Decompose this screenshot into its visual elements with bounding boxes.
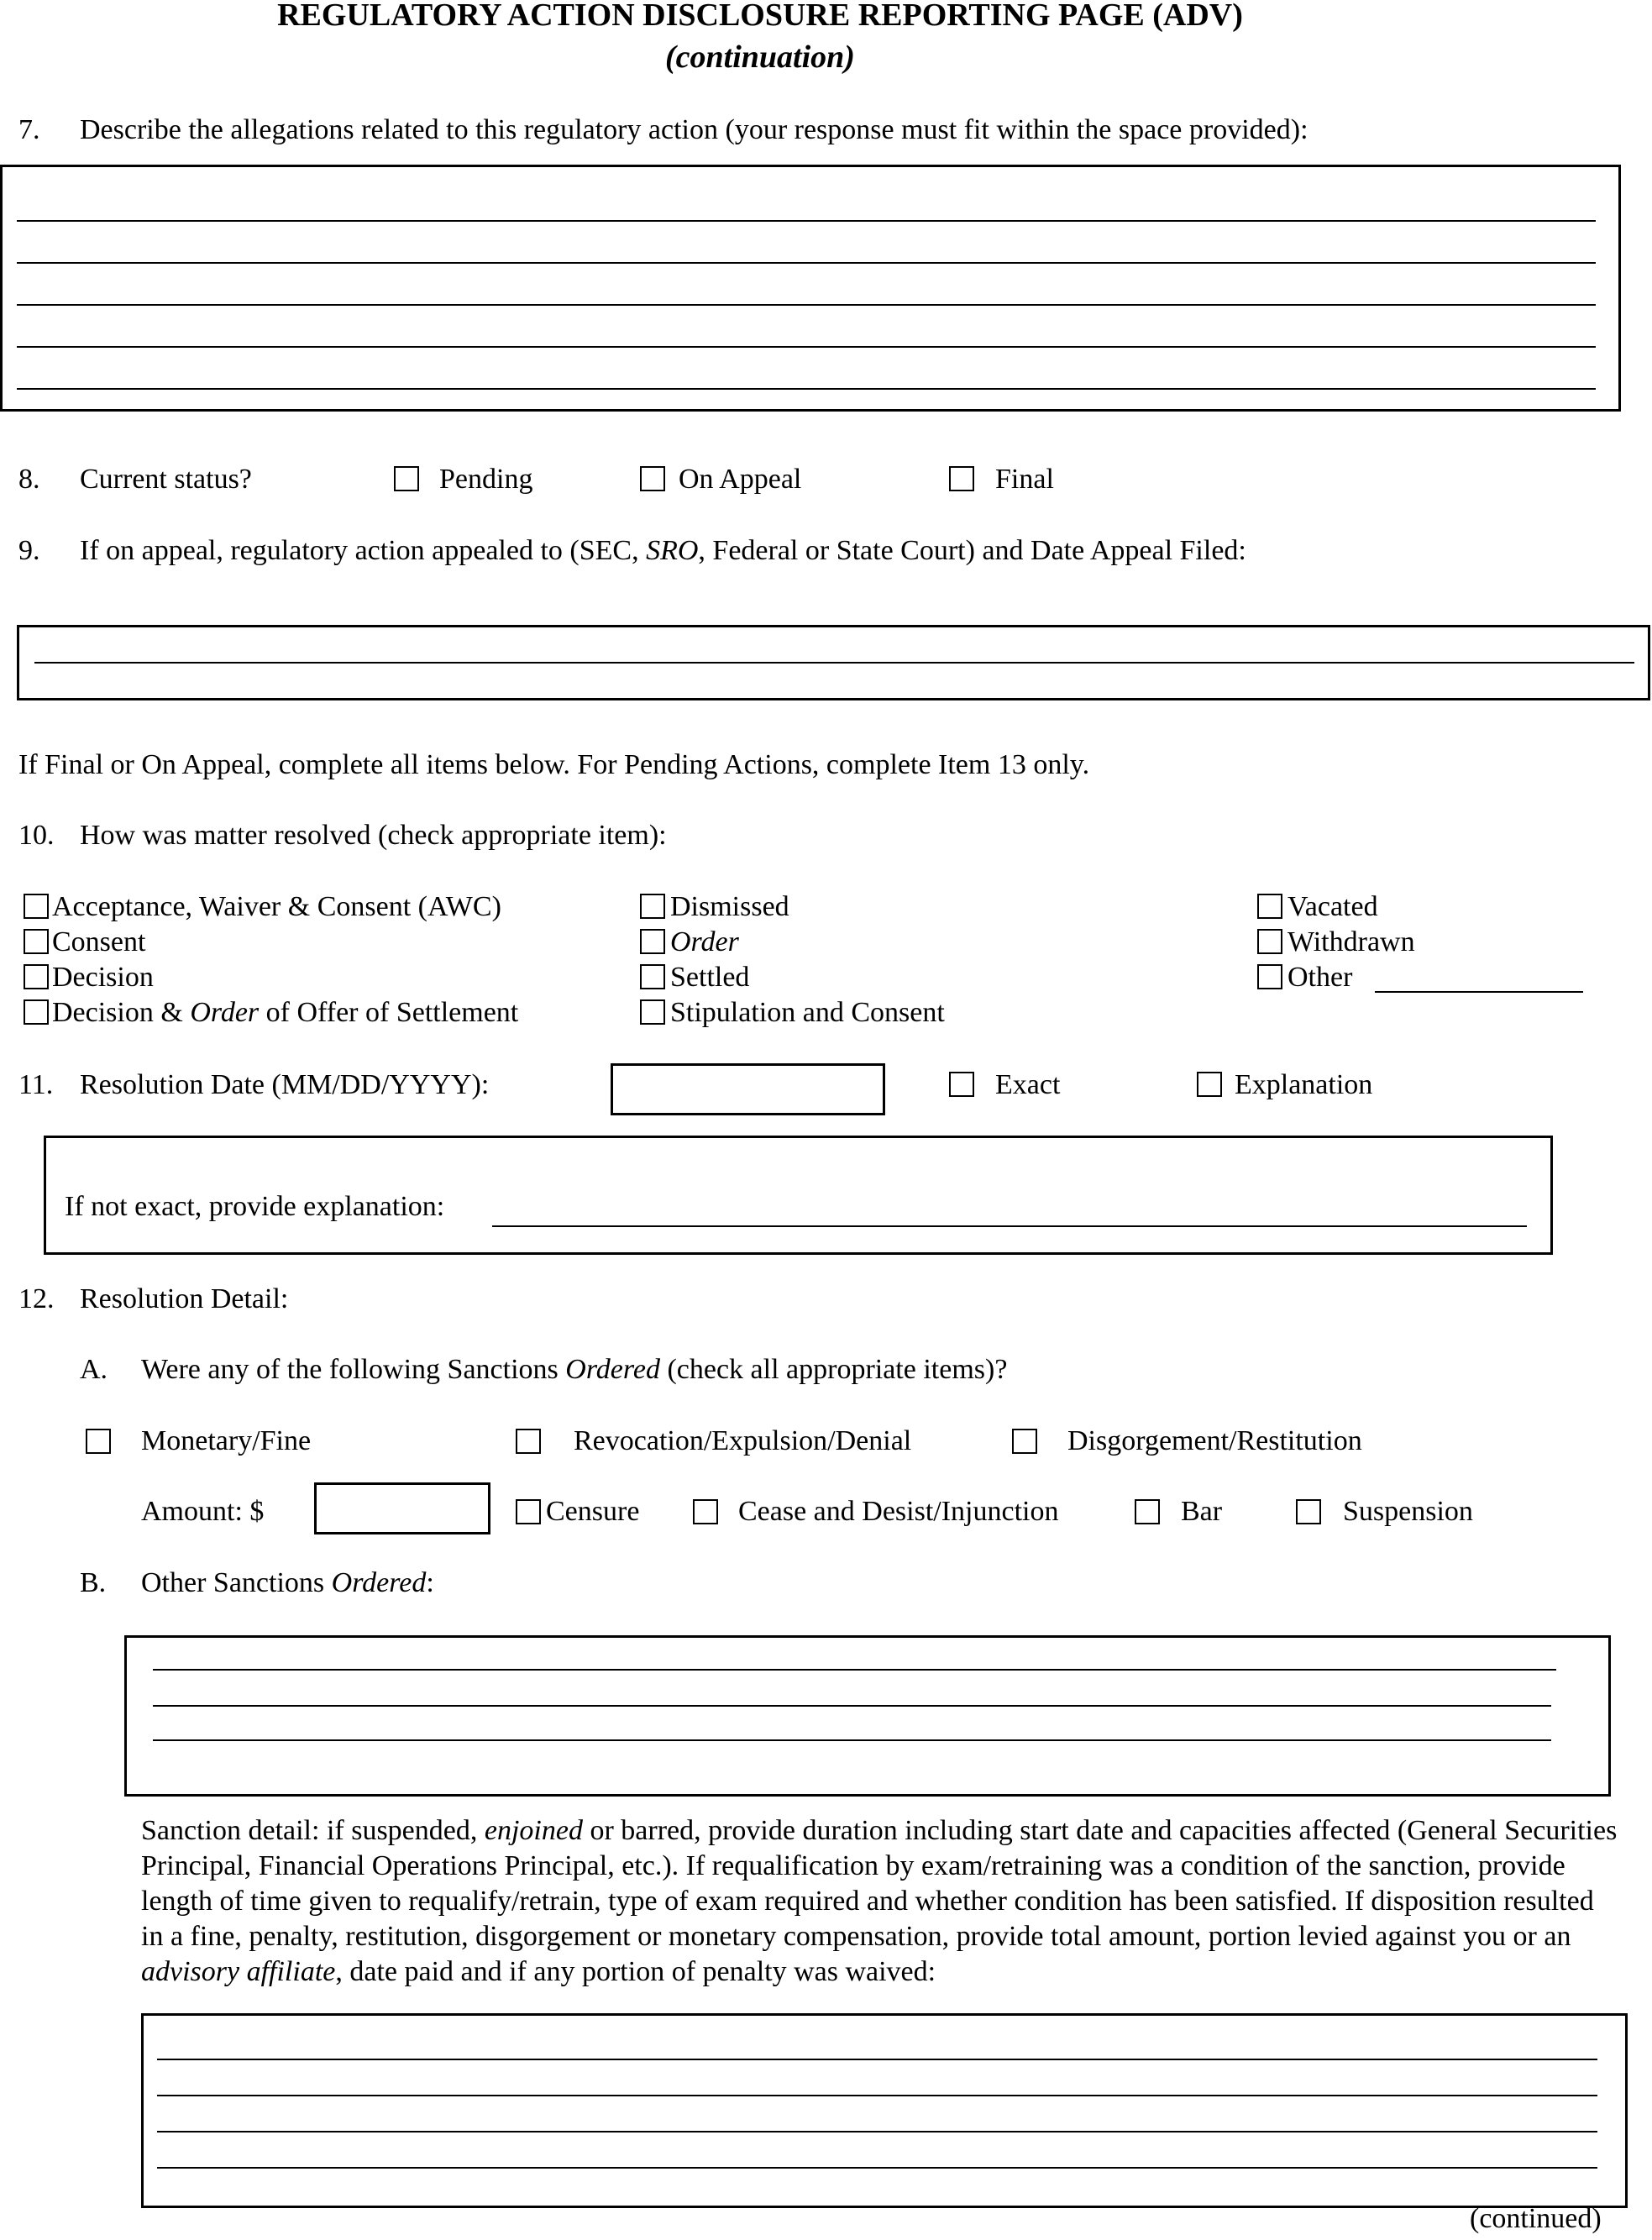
- awc-label: Acceptance, Waiver & Consent (AWC): [52, 891, 501, 922]
- disgorgement-label: Disgorgement/Restitution: [1067, 1425, 1362, 1456]
- explain-label: If not exact, provide explanation:: [65, 1191, 445, 1222]
- q8-number: 8.: [18, 464, 40, 495]
- resolution-date-input[interactable]: [611, 1063, 885, 1115]
- other-specify-field[interactable]: [1375, 991, 1583, 993]
- other-checkbox[interactable]: [1257, 964, 1282, 989]
- dismissed-checkbox[interactable]: [640, 894, 665, 919]
- q11-explanation-box[interactable]: [44, 1136, 1553, 1255]
- vacated-label: Vacated: [1288, 891, 1378, 922]
- q12a-label: A.: [80, 1354, 108, 1385]
- vacated-checkbox[interactable]: [1257, 894, 1282, 919]
- revocation-checkbox[interactable]: [516, 1429, 541, 1454]
- q8-question: Current status?: [80, 464, 252, 495]
- settled-checkbox[interactable]: [640, 964, 665, 989]
- other-label: Other: [1288, 962, 1353, 993]
- explanation-checkbox[interactable]: [1197, 1072, 1222, 1097]
- decision-order-label: Decision & Order of Offer of Settlement: [52, 997, 519, 1028]
- q9-question: If on appeal, regulatory action appealed to (SEC, SRO, Federal or State Court) and Date Appeal Filed:: [80, 535, 1246, 566]
- q9-number: 9.: [18, 535, 40, 566]
- decision-checkbox[interactable]: [24, 964, 49, 989]
- monetary-fine-label: Monetary/Fine: [141, 1425, 312, 1456]
- amount-label: Amount: $: [141, 1496, 265, 1527]
- disgorgement-checkbox[interactable]: [1012, 1429, 1037, 1454]
- consent-checkbox[interactable]: [24, 929, 49, 954]
- bar-checkbox[interactable]: [1135, 1499, 1160, 1524]
- stipulation-checkbox[interactable]: [640, 999, 665, 1025]
- q7-question: Describe the allegations related to this regulatory action (your response must fit within the space provided):: [80, 114, 1308, 145]
- withdrawn-label: Withdrawn: [1288, 926, 1415, 957]
- q12b-label: B.: [80, 1567, 107, 1598]
- stipulation-label: Stipulation and Consent: [670, 997, 945, 1028]
- explanation-label: Explanation: [1235, 1069, 1373, 1100]
- final-label: Final: [995, 464, 1054, 495]
- bar-label: Bar: [1181, 1496, 1223, 1527]
- pending-checkbox[interactable]: [394, 466, 419, 491]
- final-checkbox[interactable]: [949, 466, 974, 491]
- awc-checkbox[interactable]: [24, 894, 49, 919]
- censure-checkbox[interactable]: [516, 1499, 541, 1524]
- on-appeal-label: On Appeal: [679, 464, 802, 495]
- monetary-fine-checkbox[interactable]: [86, 1429, 111, 1454]
- suspension-label: Suspension: [1343, 1496, 1473, 1527]
- decision-order-checkbox[interactable]: [24, 999, 49, 1025]
- decision-label: Decision: [52, 962, 154, 993]
- sanction-detail-text: Sanction detail: if suspended, enjoined or barred, provide duration including start date and capacities affected (General Securities Principal, Financial Operations Principal, etc.). If requalification by exam/retraining was a condition of the sanction, provide length of time given to requalify/retrain, type of exam required and whether condition has been satisfied. If disposition resulted in a fine, penalty, restitution, disgorgement or monetary compensation, provide total amount, portion levied against you or an advisory affiliate, date paid and if any portion of penalty was waived:: [141, 1815, 1618, 1987]
- page-title: REGULATORY ACTION DISCLOSURE REPORTING PAGE (ADV): [277, 0, 1243, 33]
- order-label: Order: [670, 926, 739, 957]
- q10-question: How was matter resolved (check appropriate item):: [80, 820, 667, 851]
- q12b-question: Other Sanctions Ordered:: [141, 1567, 434, 1598]
- other-sanctions-box[interactable]: [124, 1635, 1611, 1797]
- amount-input[interactable]: [314, 1482, 490, 1534]
- continued-label: (continued): [1470, 2203, 1602, 2234]
- consent-label: Consent: [52, 926, 146, 957]
- suspension-checkbox[interactable]: [1296, 1499, 1321, 1524]
- q12-question: Resolution Detail:: [80, 1283, 289, 1314]
- q11-number: 11.: [18, 1069, 54, 1100]
- cease-desist-checkbox[interactable]: [693, 1499, 718, 1524]
- q12a-question: Were any of the following Sanctions Ordered (check all appropriate items)?: [141, 1354, 1008, 1385]
- explanation-field[interactable]: [492, 1225, 1527, 1227]
- q10-number: 10.: [18, 820, 55, 851]
- cease-desist-label: Cease and Desist/Injunction: [738, 1496, 1059, 1527]
- instruction-text: If Final or On Appeal, complete all items below. For Pending Actions, complete Item 13 only.: [18, 749, 1090, 780]
- q9-appeal-box[interactable]: [17, 625, 1650, 700]
- order-checkbox[interactable]: [640, 929, 665, 954]
- q11-question: Resolution Date (MM/DD/YYYY):: [80, 1069, 490, 1100]
- revocation-label: Revocation/Expulsion/Denial: [574, 1425, 912, 1456]
- exact-label: Exact: [995, 1069, 1061, 1100]
- pending-label: Pending: [439, 464, 533, 495]
- on-appeal-checkbox[interactable]: [640, 466, 665, 491]
- q12-number: 12.: [18, 1283, 55, 1314]
- sanction-detail-box[interactable]: [141, 2013, 1628, 2208]
- censure-label: Censure: [546, 1496, 640, 1527]
- exact-checkbox[interactable]: [949, 1072, 974, 1097]
- q7-number: 7.: [18, 114, 40, 145]
- q7-allegations-box[interactable]: [0, 165, 1621, 412]
- withdrawn-checkbox[interactable]: [1257, 929, 1282, 954]
- page-subtitle: (continuation): [665, 39, 855, 75]
- dismissed-label: Dismissed: [670, 891, 789, 922]
- settled-label: Settled: [670, 962, 750, 993]
